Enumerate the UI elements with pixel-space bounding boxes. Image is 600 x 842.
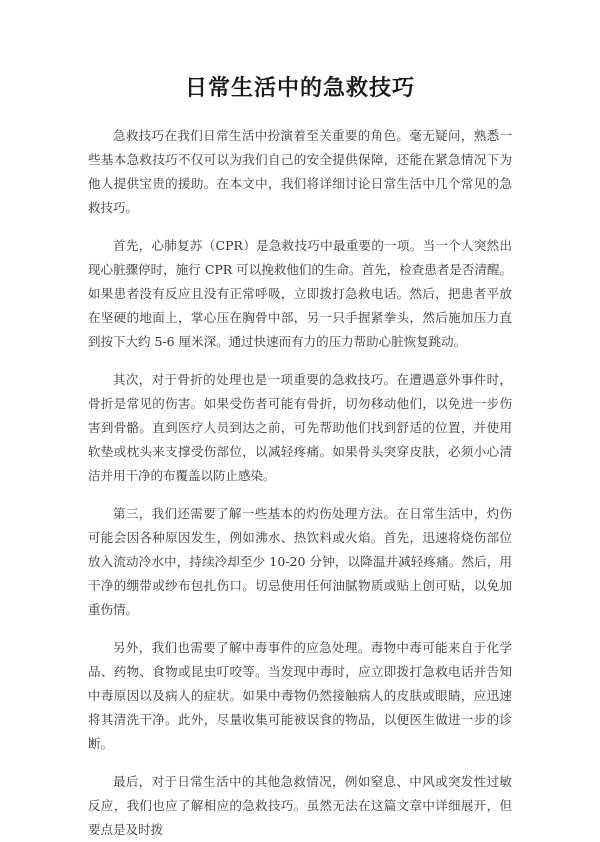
paragraph-intro: 急救技巧在我们日常生活中扮演着至关重要的角色。毫无疑问，熟悉一些基本急救技巧不仅可以为我们自己的安全提供保障，还能在紧急情况下为他人提供宝贵的援助。在本文中，我们将详细讨论日常生活中几个常见的急救技巧。 (88, 128, 512, 215)
paragraph-fracture: 其次，对于骨折的处理也是一项重要的急救技巧。在遭遇意外事件时，骨折是常见的伤害。如果受伤者可能有骨折，切勿移动他们，以免进一步伤害到骨骼。直到医疗人员到达之前，可先帮助他们找到舒适的位置，并使用软垫或枕头来支撑受伤部位，以减轻疼痛。如果骨头突穿皮肤，必须小心清洁并用干净的布覆盖以防止感染。 (88, 372, 512, 483)
paragraph-burn: 第三，我们还需要了解一些基本的灼伤处理方法。在日常生活中，灼伤可能会因各种原因发生，例如沸水、热饮料或火焰。首先，迅速将烧伤部位放入流动冷水中，持续冷却至少 10-20 分钟，以降温并减轻疼痛。然后，用干净的绷带或纱布包扎伤口。切忌使用任何油腻物质或贴上创可贴，以免加重伤情。 (88, 506, 512, 617)
document-title: 日常生活中的急救技巧 (184, 76, 415, 101)
document-body (88, 124, 512, 842)
paragraph-poisoning: 另外，我们也需要了解中毒事件的应急处理。毒物中毒可能来自于化学品、药物、食物或昆虫叮咬等。当发现中毒时，应立即拨打急救电话并告知中毒原因以及病人的症状。如果中毒物仍然接触病人的皮肤或眼睛，应迅速将其清洗干净。此外，尽量收集可能被误食的物品，以便医生做进一步的诊断。 (88, 640, 512, 751)
paragraph-cpr: 首先，心肺复苏（CPR）是急救技巧中最重要的一项。当一个人突然出现心脏骤停时，施行 CPR 可以挽救他们的生命。首先，检查患者是否清醒。如果患者没有反应且没有正常呼吸，立即拨打急救电话。然后，把患者平放在坚硬的地面上，掌心压在胸骨中部，另一只手握紧拳头，然后施加压力直到按下大约 5-6 厘米深。通过快速而有力的压力帮助心脏恢复跳动。 (88, 238, 512, 349)
paragraph-other: 最后，对于日常生活中的其他急救情况，例如窒息、中风或突发性过敏反应，我们也应了解相应的急救技巧。虽然无法在这篇文章中详细展开，但要点是及时拨 (88, 774, 512, 837)
